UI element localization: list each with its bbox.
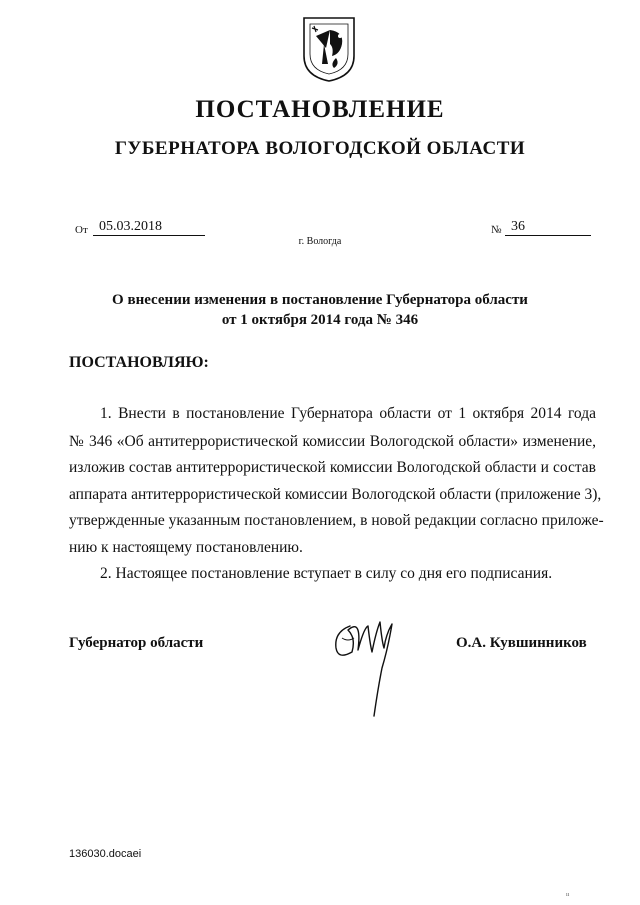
signer-name: О.А. Кувшинников bbox=[456, 635, 587, 651]
signature-icon bbox=[328, 608, 408, 718]
caption-line-2: от 1 октября 2014 года № 346 bbox=[221, 312, 419, 328]
body-line: № 346 «Об антитеррористической комиссии Вологодской области» изменение, bbox=[69, 433, 596, 450]
footer-mark: ıı bbox=[566, 892, 570, 898]
date-label: От bbox=[75, 224, 88, 236]
document-title: ПОСТАНОВЛЕНИЕ bbox=[195, 96, 445, 123]
city-label: г. Вологда bbox=[298, 236, 342, 247]
body-line: утвержденные указанным постановлением, в новой редакции согласно приложе- bbox=[69, 512, 604, 529]
number-value: 36 bbox=[505, 219, 591, 236]
decree-heading: ПОСТАНОВЛЯЮ: bbox=[69, 354, 209, 371]
footer-file-id: 136030.docaei bbox=[69, 848, 142, 860]
number-label: № bbox=[491, 224, 502, 236]
caption-line-1: О внесении изменения в постановление Губернатора области bbox=[112, 292, 528, 308]
body-item-2: 2. Настоящее постановление вступает в силу со дня его подписания. bbox=[100, 565, 553, 582]
body-line: нию к настоящему постановлению. bbox=[69, 539, 303, 556]
body-line: 1. Внести в постановление Губернатора области от 1 октября 2014 года bbox=[100, 405, 596, 422]
date-value: 05.03.2018 bbox=[93, 219, 205, 236]
signer-position: Губернатор области bbox=[69, 635, 204, 651]
coat-of-arms-icon bbox=[300, 14, 358, 84]
body-line: аппарата антитеррористической комиссии Вологодской области (приложение 3), bbox=[69, 486, 602, 503]
document-caption bbox=[0, 290, 640, 330]
body-line: изложив состав антитеррористической комиссии Вологодской области и состав bbox=[69, 459, 596, 476]
document-subtitle: ГУБЕРНАТОРА ВОЛОГОДСКОЙ ОБЛАСТИ bbox=[114, 138, 526, 159]
